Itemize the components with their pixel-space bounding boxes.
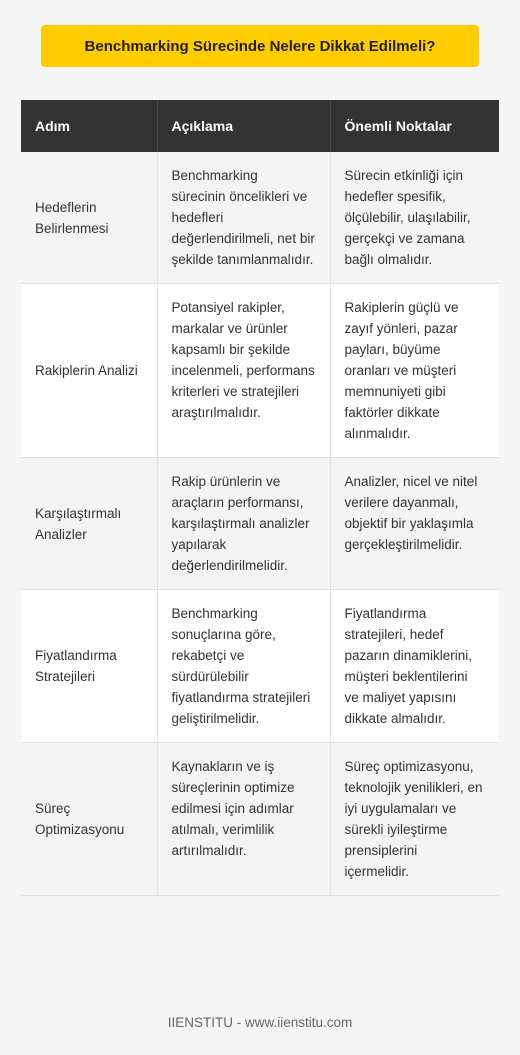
step-cell: Karşılaştırmalı Analizler <box>21 458 157 590</box>
table-row <box>21 152 499 284</box>
header-step: Adım <box>21 100 157 152</box>
key-points-cell: Süreç optimizasyonu, teknolojik yenilikleri, en iyi uygulamaları ve sürekli iyileştirme prensiplerini içermelidir. <box>330 743 499 896</box>
step-cell: Rakiplerin Analizi <box>21 284 157 458</box>
benchmarking-table <box>21 100 499 896</box>
footer-credit: IIENSTITU - www.iienstitu.com <box>167 1015 353 1030</box>
description-cell: Potansiyel rakipler, markalar ve ürünler kapsamlı bir şekilde incelenmeli, performans kriterleri ve stratejileri araştırılmalıdır. <box>157 284 330 458</box>
key-points-cell: Rakiplerin güçlü ve zayıf yönleri, pazar payları, büyüme oranları ve müşteri memnuniyeti gibi faktörler dikkate alınmalıdır. <box>330 284 499 458</box>
step-cell: Fiyatlandırma Stratejileri <box>21 590 157 743</box>
description-cell: Benchmarking sonuçlarına göre, rekabetçi ve sürdürülebilir fiyatlandırma stratejileri geliştirilmelidir. <box>157 590 330 743</box>
key-points-cell: Sürecin etkinliği için hedefler spesifik, ölçülebilir, ulaşılabilir, gerçekçi ve zamana bağlı olmalıdır. <box>330 152 499 284</box>
description-cell: Rakip ürünlerin ve araçların performansı, karşılaştırmalı analizler yapılarak değerlendirilmelidir. <box>157 458 330 590</box>
step-cell: Hedeflerin Belirlenmesi <box>21 152 157 284</box>
key-points-cell: Analizler, nicel ve nitel verilere dayanmalı, objektif bir yaklaşımla gerçekleştirilmelidir. <box>330 458 499 590</box>
header-description: Açıklama <box>157 100 330 152</box>
page-title: Benchmarking Sürecinde Nelere Dikkat Edilmeli? <box>41 25 479 67</box>
table-header-row <box>21 100 499 152</box>
header-key-points: Önemli Noktalar <box>330 100 499 152</box>
description-cell: Benchmarking sürecinin öncelikleri ve hedefleri değerlendirilmeli, net bir şekilde tanımlanmalıdır. <box>157 152 330 284</box>
table-row <box>21 284 499 458</box>
description-cell: Kaynakların ve iş süreçlerinin optimize edilmesi için adımlar atılmalı, verimlilik artırılmalıdır. <box>157 743 330 896</box>
key-points-cell: Fiyatlandırma stratejileri, hedef pazarın dinamiklerini, müşteri beklentilerini ve maliyet yapısını dikkate almalıdır. <box>330 590 499 743</box>
step-cell: Süreç Optimizasyonu <box>21 743 157 896</box>
table-row <box>21 590 499 743</box>
table-row <box>21 458 499 590</box>
table-row <box>21 743 499 896</box>
